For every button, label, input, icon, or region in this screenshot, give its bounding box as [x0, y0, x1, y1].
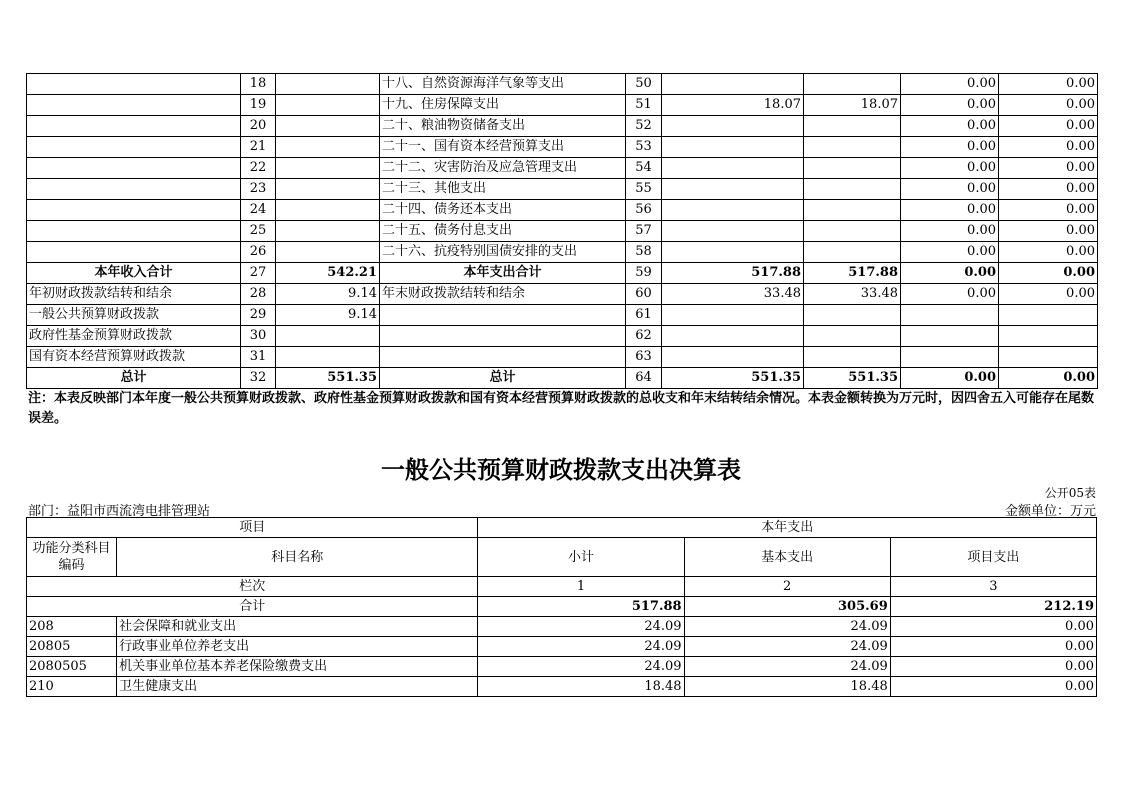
expense-general-budget	[804, 242, 901, 263]
total-label: 合计	[27, 597, 478, 617]
income-expense-table	[26, 73, 1098, 389]
amount-unit-label: 金额单位：万元	[1004, 504, 1096, 519]
expense-row-number: 62	[626, 326, 662, 347]
basic-amount: 18.48	[684, 677, 890, 697]
table-row	[27, 200, 1098, 221]
income-row-number: 19	[241, 95, 276, 116]
expense-gov-fund: 0.00	[901, 74, 999, 95]
header-basic: 基本支出	[684, 538, 890, 577]
income-row-number: 18	[241, 74, 276, 95]
expense-subtotal	[662, 116, 804, 137]
expense-item-label: 二十三、其他支出	[380, 179, 626, 200]
expense-item-label: 本年支出合计	[380, 263, 626, 284]
expense-gov-fund: 0.00	[901, 368, 999, 389]
expense-general-budget: 33.48	[804, 284, 901, 305]
subtotal-amount: 24.09	[478, 637, 684, 657]
expense-subtotal: 551.35	[662, 368, 804, 389]
header-subtotal: 小计	[478, 538, 684, 577]
income-amount	[276, 74, 380, 95]
income-row-number: 24	[241, 200, 276, 221]
expense-gov-fund: 0.00	[901, 200, 999, 221]
expense-item-label: 总计	[380, 368, 626, 389]
income-row-number: 22	[241, 158, 276, 179]
table-row	[27, 158, 1098, 179]
expense-subtotal	[662, 305, 804, 326]
table-row	[27, 617, 1097, 637]
expense-general-budget	[804, 116, 901, 137]
expense-general-budget: 18.07	[804, 95, 901, 116]
project-amount: 0.00	[890, 637, 1096, 657]
item-name: 行政事业单位养老支出	[117, 637, 478, 657]
income-row-number: 28	[241, 284, 276, 305]
income-amount	[276, 116, 380, 137]
income-amount: 542.21	[276, 263, 380, 284]
header-project: 项目支出	[890, 538, 1096, 577]
expense-item-label: 二十五、债务付息支出	[380, 221, 626, 242]
column-number-3: 3	[890, 577, 1096, 597]
expense-row-number: 64	[626, 368, 662, 389]
basic-amount: 24.09	[684, 637, 890, 657]
table-row	[27, 242, 1098, 263]
header-name: 科目名称	[117, 538, 478, 577]
table-row	[27, 347, 1098, 368]
income-item-label: 年初财政拨款结转和结余	[27, 284, 241, 305]
expense-gov-fund: 0.00	[901, 137, 999, 158]
income-amount	[276, 137, 380, 158]
income-amount: 9.14	[276, 284, 380, 305]
expense-state-capital: 0.00	[999, 263, 1098, 284]
income-item-label	[27, 179, 241, 200]
expense-subtotal: 517.88	[662, 263, 804, 284]
expense-gov-fund: 0.00	[901, 179, 999, 200]
income-row-number: 31	[241, 347, 276, 368]
income-row-number: 32	[241, 368, 276, 389]
expense-row-number: 56	[626, 200, 662, 221]
basic-amount: 24.09	[684, 617, 890, 637]
expense-state-capital: 0.00	[999, 221, 1098, 242]
expense-item-label	[380, 326, 626, 347]
item-name: 卫生健康支出	[117, 677, 478, 697]
column-number-1: 1	[478, 577, 684, 597]
expense-row-number: 51	[626, 95, 662, 116]
expense-subtotal: 18.07	[662, 95, 804, 116]
expense-subtotal	[662, 74, 804, 95]
income-amount	[276, 158, 380, 179]
income-row-number: 20	[241, 116, 276, 137]
income-expense-table-body	[27, 74, 1098, 389]
expense-row-number: 59	[626, 263, 662, 284]
income-item-label: 政府性基金预算财政拨款	[27, 326, 241, 347]
expense-subtotal	[662, 200, 804, 221]
header-row-2	[27, 538, 1097, 577]
expense-state-capital: 0.00	[999, 74, 1098, 95]
table-row	[27, 179, 1098, 200]
table-row	[27, 677, 1097, 697]
expense-state-capital: 0.00	[999, 137, 1098, 158]
function-code: 208	[27, 617, 117, 637]
expense-subtotal	[662, 179, 804, 200]
expense-row-number: 53	[626, 137, 662, 158]
expense-state-capital: 0.00	[999, 179, 1098, 200]
expense-row-number: 55	[626, 179, 662, 200]
project-amount: 0.00	[890, 617, 1096, 637]
income-item-label: 国有资本经营预算财政拨款	[27, 347, 241, 368]
column-number-2: 2	[684, 577, 890, 597]
income-row-number: 26	[241, 242, 276, 263]
expense-row-number: 63	[626, 347, 662, 368]
expense-item-label	[380, 305, 626, 326]
expense-item-label: 二十一、国有资本经营预算支出	[380, 137, 626, 158]
table-row	[27, 116, 1098, 137]
expense-subtotal	[662, 137, 804, 158]
table-note: 注：本表反映部门本年度一般公共预算财政拨款、政府性基金预算财政拨款和国有资本经营预算财政拨款的总收支和年末结转结余情况。本表金额转换为万元时，因四舍五入可能存在尾数误差。	[28, 391, 1095, 426]
income-amount	[276, 242, 380, 263]
expense-subtotal	[662, 221, 804, 242]
income-item-label	[27, 221, 241, 242]
column-order-row	[27, 577, 1097, 597]
table-row	[27, 305, 1098, 326]
income-item-label: 本年收入合计	[27, 263, 241, 284]
table-row	[27, 326, 1098, 347]
expense-gov-fund	[901, 305, 999, 326]
total-subtotal: 517.88	[478, 597, 684, 617]
expense-general-budget	[804, 305, 901, 326]
table-row	[27, 368, 1098, 389]
header-row-1	[27, 518, 1097, 538]
table-row	[27, 95, 1098, 116]
expense-row-number: 57	[626, 221, 662, 242]
expense-row-number: 50	[626, 74, 662, 95]
expense-state-capital: 0.00	[999, 242, 1098, 263]
income-row-number: 29	[241, 305, 276, 326]
expense-general-budget	[804, 221, 901, 242]
expense-gov-fund	[901, 326, 999, 347]
expense-general-budget	[804, 347, 901, 368]
expense-gov-fund: 0.00	[901, 158, 999, 179]
basic-amount: 24.09	[684, 657, 890, 677]
expense-item-label: 年末财政拨款结转和结余	[380, 284, 626, 305]
income-item-label: 总计	[27, 368, 241, 389]
expense-state-capital	[999, 326, 1098, 347]
income-item-label	[27, 95, 241, 116]
expense-general-budget: 517.88	[804, 263, 901, 284]
function-code: 210	[27, 677, 117, 697]
expense-gov-fund: 0.00	[901, 95, 999, 116]
income-item-label	[27, 116, 241, 137]
header-item: 项目	[27, 518, 478, 538]
expense-gov-fund	[901, 347, 999, 368]
expense-item-label: 二十四、债务还本支出	[380, 200, 626, 221]
expense-row-number: 52	[626, 116, 662, 137]
income-row-number: 21	[241, 137, 276, 158]
income-amount	[276, 179, 380, 200]
department-label: 部门：益阳市西流湾电排管理站	[28, 504, 211, 519]
expense-gov-fund: 0.00	[901, 284, 999, 305]
project-amount: 0.00	[890, 657, 1096, 677]
expense-state-capital: 0.00	[999, 284, 1098, 305]
expense-row-number: 61	[626, 305, 662, 326]
header-current-year-expense: 本年支出	[478, 518, 1097, 538]
expense-row-number: 54	[626, 158, 662, 179]
income-item-label: 一般公共预算财政拨款	[27, 305, 241, 326]
income-item-label	[27, 200, 241, 221]
expense-general-budget	[804, 179, 901, 200]
table-row	[27, 221, 1098, 242]
subtotal-amount: 18.48	[478, 677, 684, 697]
income-amount	[276, 95, 380, 116]
table-row	[27, 137, 1098, 158]
expense-state-capital	[999, 347, 1098, 368]
expense-row-number: 58	[626, 242, 662, 263]
expense-item-label: 二十、粮油物资储备支出	[380, 116, 626, 137]
income-amount: 551.35	[276, 368, 380, 389]
expense-item-label: 二十二、灾害防治及应急管理支出	[380, 158, 626, 179]
item-name: 社会保障和就业支出	[117, 617, 478, 637]
header-code: 功能分类科目编码	[27, 538, 117, 577]
function-code: 2080505	[27, 657, 117, 677]
expense-state-capital: 0.00	[999, 95, 1098, 116]
table-row	[27, 284, 1098, 305]
page-title: 一般公共预算财政拨款支出决算表	[381, 456, 741, 484]
expense-item-label	[380, 347, 626, 368]
income-item-label	[27, 74, 241, 95]
income-row-number: 27	[241, 263, 276, 284]
income-amount: 9.14	[276, 305, 380, 326]
subtotal-amount: 24.09	[478, 617, 684, 637]
expense-detail-table	[26, 517, 1097, 697]
total-project: 212.19	[890, 597, 1096, 617]
expense-subtotal	[662, 242, 804, 263]
function-code: 20805	[27, 637, 117, 657]
expense-subtotal	[662, 158, 804, 179]
subtotal-amount: 24.09	[478, 657, 684, 677]
expense-row-number: 60	[626, 284, 662, 305]
income-item-label	[27, 158, 241, 179]
income-amount	[276, 347, 380, 368]
expense-state-capital: 0.00	[999, 158, 1098, 179]
expense-state-capital: 0.00	[999, 116, 1098, 137]
table-row	[27, 263, 1098, 284]
expense-gov-fund: 0.00	[901, 263, 999, 284]
income-item-label	[27, 137, 241, 158]
expense-general-budget: 551.35	[804, 368, 901, 389]
project-amount: 0.00	[890, 677, 1096, 697]
income-amount	[276, 200, 380, 221]
expense-subtotal	[662, 347, 804, 368]
expense-general-budget	[804, 74, 901, 95]
total-row	[27, 597, 1097, 617]
expense-state-capital: 0.00	[999, 200, 1098, 221]
total-basic: 305.69	[684, 597, 890, 617]
income-amount	[276, 326, 380, 347]
income-row-number: 25	[241, 221, 276, 242]
form-code: 公开05表	[1044, 486, 1096, 500]
expense-subtotal: 33.48	[662, 284, 804, 305]
expense-item-label: 二十六、抗疫特别国债安排的支出	[380, 242, 626, 263]
expense-general-budget	[804, 200, 901, 221]
item-name: 机关事业单位基本养老保险缴费支出	[117, 657, 478, 677]
column-order-label: 栏次	[27, 577, 478, 597]
table-row	[27, 637, 1097, 657]
expense-general-budget	[804, 137, 901, 158]
table-row	[27, 74, 1098, 95]
expense-state-capital	[999, 305, 1098, 326]
expense-detail-rows	[27, 617, 1097, 697]
table-row	[27, 657, 1097, 677]
expense-state-capital: 0.00	[999, 368, 1098, 389]
expense-general-budget	[804, 326, 901, 347]
income-row-number: 30	[241, 326, 276, 347]
income-item-label	[27, 242, 241, 263]
expense-subtotal	[662, 326, 804, 347]
income-row-number: 23	[241, 179, 276, 200]
expense-gov-fund: 0.00	[901, 221, 999, 242]
expense-item-label: 十八、自然资源海洋气象等支出	[380, 74, 626, 95]
income-amount	[276, 221, 380, 242]
expense-item-label: 十九、住房保障支出	[380, 95, 626, 116]
expense-gov-fund: 0.00	[901, 116, 999, 137]
expense-gov-fund: 0.00	[901, 242, 999, 263]
expense-general-budget	[804, 158, 901, 179]
